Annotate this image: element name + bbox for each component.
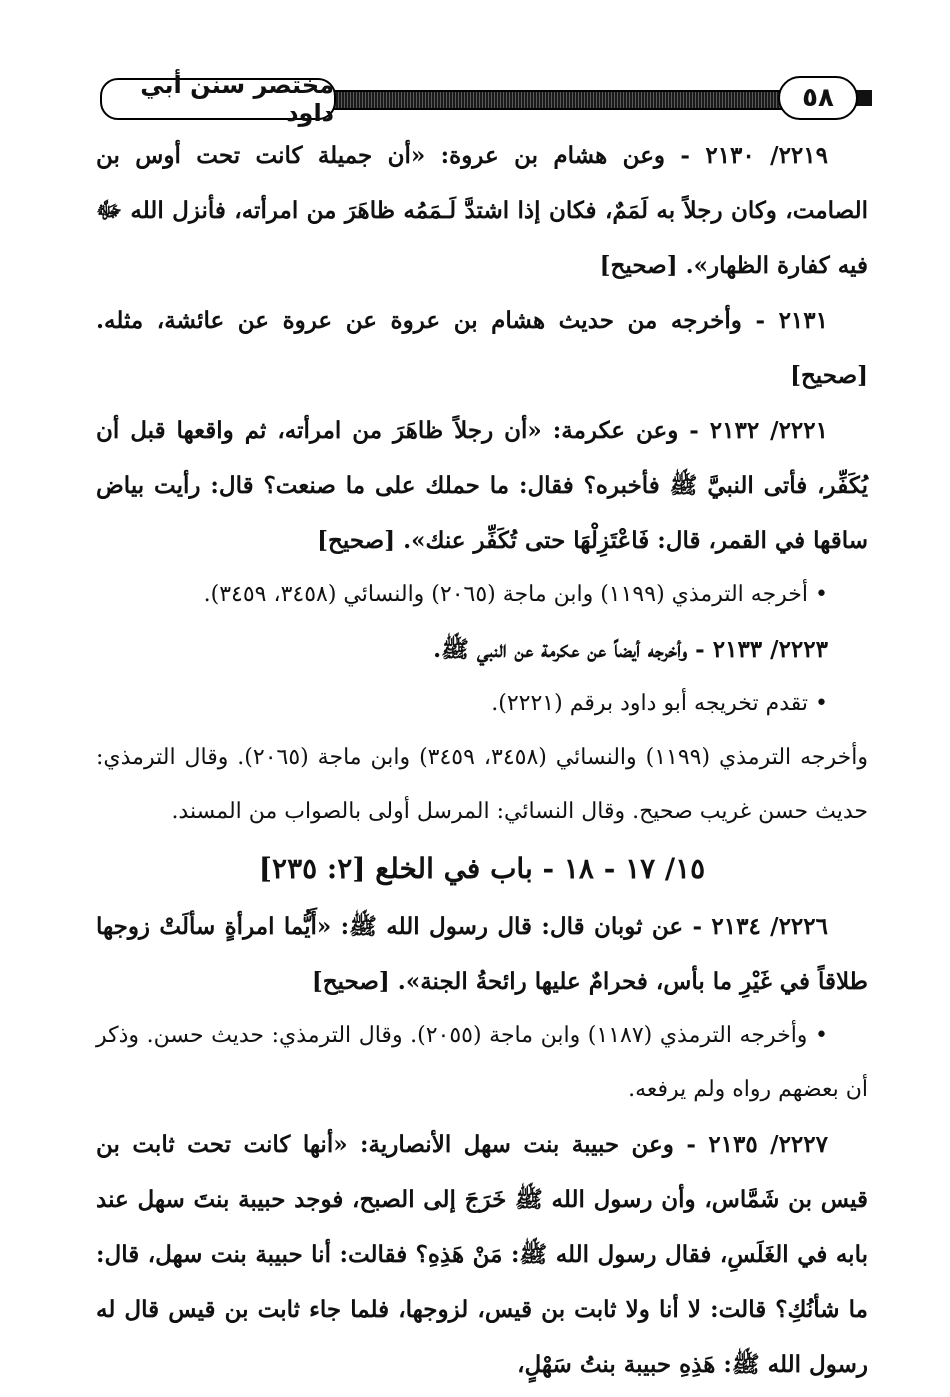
hadith-2219: ٢٢١٩/ ٢١٣٠ - وعن هشام بن عروة: «أن جميلة كانت تحت أوس بن الصامت، وكان رجلاً به لَمَمٌ، فكان إذا اشتدَّ لَـمَمُه ظاهَرَ من امرأته، فأنزل الله ﷻ فيه كفارة الظهار». [صحيح] (96, 142, 868, 279)
hadith-2221: ٢٢٢١/ ٢١٣٢ - وعن عكرمة: «أن رجلاً ظاهَرَ من امرأته، ثم واقعها قبل أن يُكَفِّر، فأتى النبيَّ ﷺ فأخبره؟ فقال: ما حملك على ما صنعت؟ قال: رأيت بياض ساقها في القمر، قال: فَاعْتَزِلْهَا حتى تُكَفِّر عنك». [صحيح] (96, 417, 868, 554)
header-rule-end (856, 90, 872, 106)
book-title: مختصر سنن أبي داود (100, 78, 336, 120)
hadith-2223: ٢٢٢٣/ ٢١٣٣ - وأخرجه أيضاً عن عكرمة عن النبي ﷺ. (433, 636, 828, 663)
header-ornament-rule (330, 90, 784, 110)
note-2221: • أخرجه الترمذي (١١٩٩) وابن ماجة (٢٠٦٥) والنسائي (٣٤٥٨، ٣٤٥٩). (203, 582, 828, 607)
running-header (100, 71, 872, 127)
hadith-2226: ٢٢٢٦/ ٢١٣٤ - عن ثوبان قال: قال رسول الله ﷺ: «أَيُّما امرأةٍ سألَتْ زوجها طلاقاً في غَيْرِ ما بأس، فحرامٌ عليها رائحةُ الجنة». [صحيح] (96, 913, 868, 995)
note-2226: • وأخرجه الترمذي (١١٨٧) وابن ماجة (٢٠٥٥). وقال الترمذي: حديث حسن. وذكر أن بعضهم رواه ولم يرفعه. (96, 1023, 868, 1102)
hadith-2227: ٢٢٢٧/ ٢١٣٥ - وعن حبيبة بنت سهل الأنصارية: «أنها كانت تحت ثابت بن قيس بن شَمَّاس، وأن رسول الله ﷺ خَرَجَ إلى الصبح، فوجد حبيبة بنتَ سهل عند بابه في الغَلَسِ، فقال رسول الله ﷺ: مَنْ هَذِهِ؟ فقالت: أنا حبيبة بنت سهل، قال: ما شأنُكِ؟ قالت: لا أنا ولا ثابت بن قيس، لزوجها، فلما جاء ثابت بن قيس قال له رسول الله ﷺ: هَذِهِ حبيبة بنتُ سَهْلٍ، (96, 1131, 868, 1378)
note-2223-takhrij: وأخرجه الترمذي (١١٩٩) والنسائي (٣٤٥٨، ٣٤٥٩) وابن ماجة (٢٠٦٥). وقال الترمذي: حديث حسن غريب صحيح. وقال النسائي: المرسل أولى بالصواب من المسند. (96, 745, 868, 824)
hadith-2131: ٢١٣١ - وأخرجه من حديث هشام بن عروة عن عروة عن عائشة، مثله. [صحيح] (96, 307, 868, 389)
page-number: ٥٨ (778, 76, 858, 120)
note-2223: • تقدم تخريجه أبو داود برقم (٢٢٢١). (491, 691, 828, 716)
page-body (96, 128, 868, 1392)
chapter-heading: ١٥/ ١٧ - ١٨ - باب في الخلع [٢: ٢٣٥] (258, 852, 706, 885)
